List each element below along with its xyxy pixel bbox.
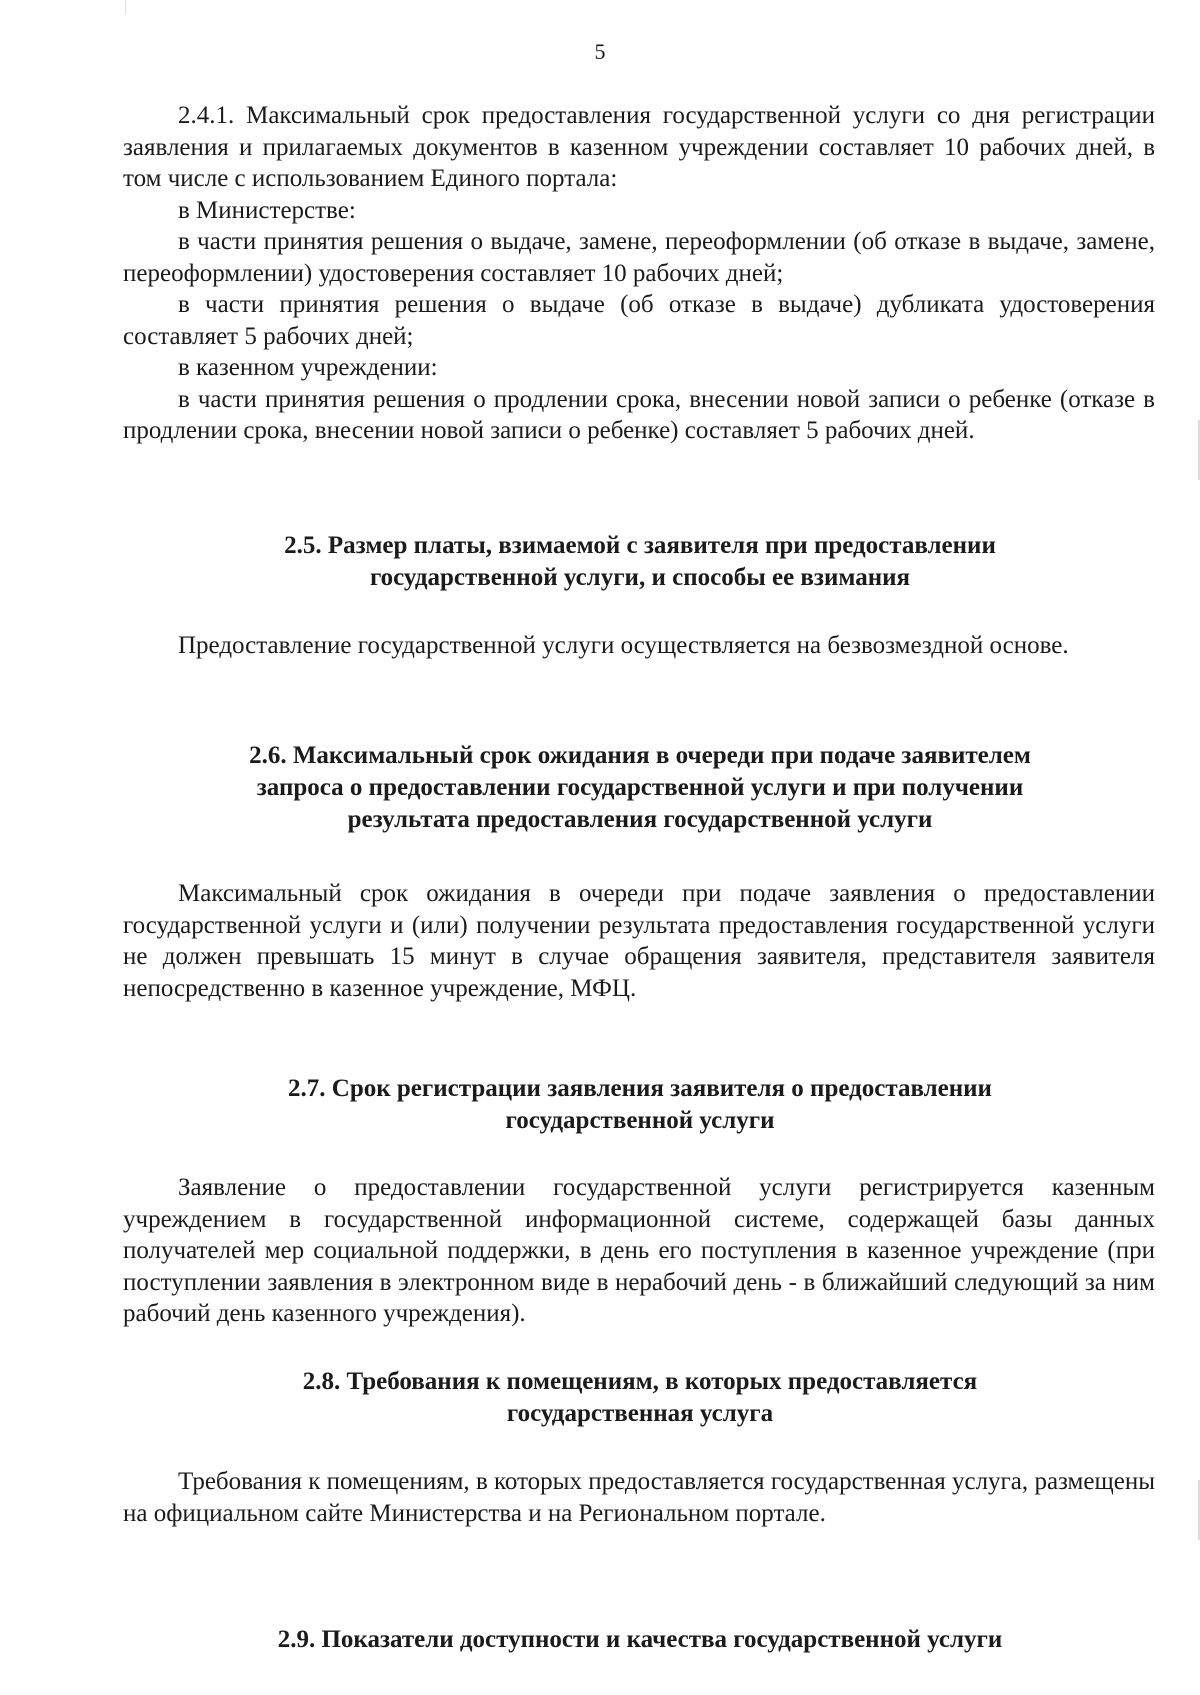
paragraph: в части принятия решения о выдаче, замене, переоформлении (об отказе в выдаче, замене, переоформлении) удостоверения составляет 10 рабочих дней; [123, 228, 1155, 287]
section-2-7-body [123, 1172, 1155, 1330]
paragraph: Требования к помещениям, в которых предоставляется государственная услуга, размещены на официальном сайте Министерства и на Региональном портале. [123, 1468, 1155, 1527]
section-2-5-body [123, 630, 1155, 662]
paragraph: Заявление о предоставлении государственной услуги регистрируется казенным учреждением в государственной информационной системе, содержащей базы данных получателей мер социальной поддержки, в день его поступления в казенное учреждение (при поступлении заявления в электронном виде в нерабочий день - в ближайший следующий за ним рабочий день казенного учреждения). [123, 1174, 1155, 1327]
heading-line: результата предоставления государственной услуги [347, 806, 933, 833]
section-heading-2-9 [150, 1624, 1130, 1656]
paragraph: в Министерстве: [178, 196, 356, 224]
heading-line: государственной услуги [505, 1107, 775, 1134]
heading-line: 2.5. Размер платы, взимаемой с заявителя при предоставлении [284, 532, 996, 559]
heading-line: 2.8. Требования к помещениям, в которых предоставляется [302, 1368, 978, 1395]
paragraph: Предоставление государственной услуги осуществляется на безвозмездной основе. [178, 632, 1069, 659]
heading-line: государственная услуга [506, 1400, 774, 1427]
paragraph: в части принятия решения о продлении срока, внесении новой записи о ребенке (отказе в продлении срока, внесении новой записи о ребенке) составляет 5 рабочих дней. [123, 385, 1155, 444]
section-2-6-body [123, 878, 1155, 1004]
paragraph: в казенном учреждении: [178, 354, 438, 381]
section-heading-2-5 [150, 530, 1130, 594]
scan-artifact [125, 0, 126, 14]
page-number: 5 [594, 39, 606, 64]
heading-line: 2.6. Максимальный срок ожидания в очереди при подаче заявителем [249, 742, 1031, 769]
paragraph: в части принятия решения о выдаче (об отказе в выдаче) дубликата удостоверения составляет 5 рабочих дней; [123, 291, 1155, 350]
section-heading-2-6 [150, 740, 1130, 836]
section-heading-2-8 [150, 1366, 1130, 1430]
heading-line: запроса о предоставлении государственной услуги и при получении [256, 774, 1024, 801]
heading-line: 2.9. Показатели доступности и качества государственной услуги [277, 1626, 1003, 1653]
section-2-4-1 [123, 100, 1155, 447]
section-heading-2-7 [150, 1073, 1130, 1137]
paragraph: 2.4.1. Максимальный срок предоставления государственной услуги со дня регистрации заявления и прилагаемых документов в казенном учреждении составляет 10 рабочих дней, в том числе с использованием Единого портала: [123, 102, 1155, 192]
paragraph: Максимальный срок ожидания в очереди при подаче заявления о предоставлении государственной услуги и (или) получении результата предоставления государственной услуги не должен превышать 15 минут в случае обращения заявителя, представителя заявителя непосредственно в казенное учреждение, МФЦ. [123, 880, 1155, 1002]
heading-line: 2.7. Срок регистрации заявления заявителя о предоставлении [288, 1075, 992, 1102]
section-2-8-body [123, 1466, 1155, 1529]
heading-line: государственной услуги, и способы ее взимания [369, 564, 911, 591]
